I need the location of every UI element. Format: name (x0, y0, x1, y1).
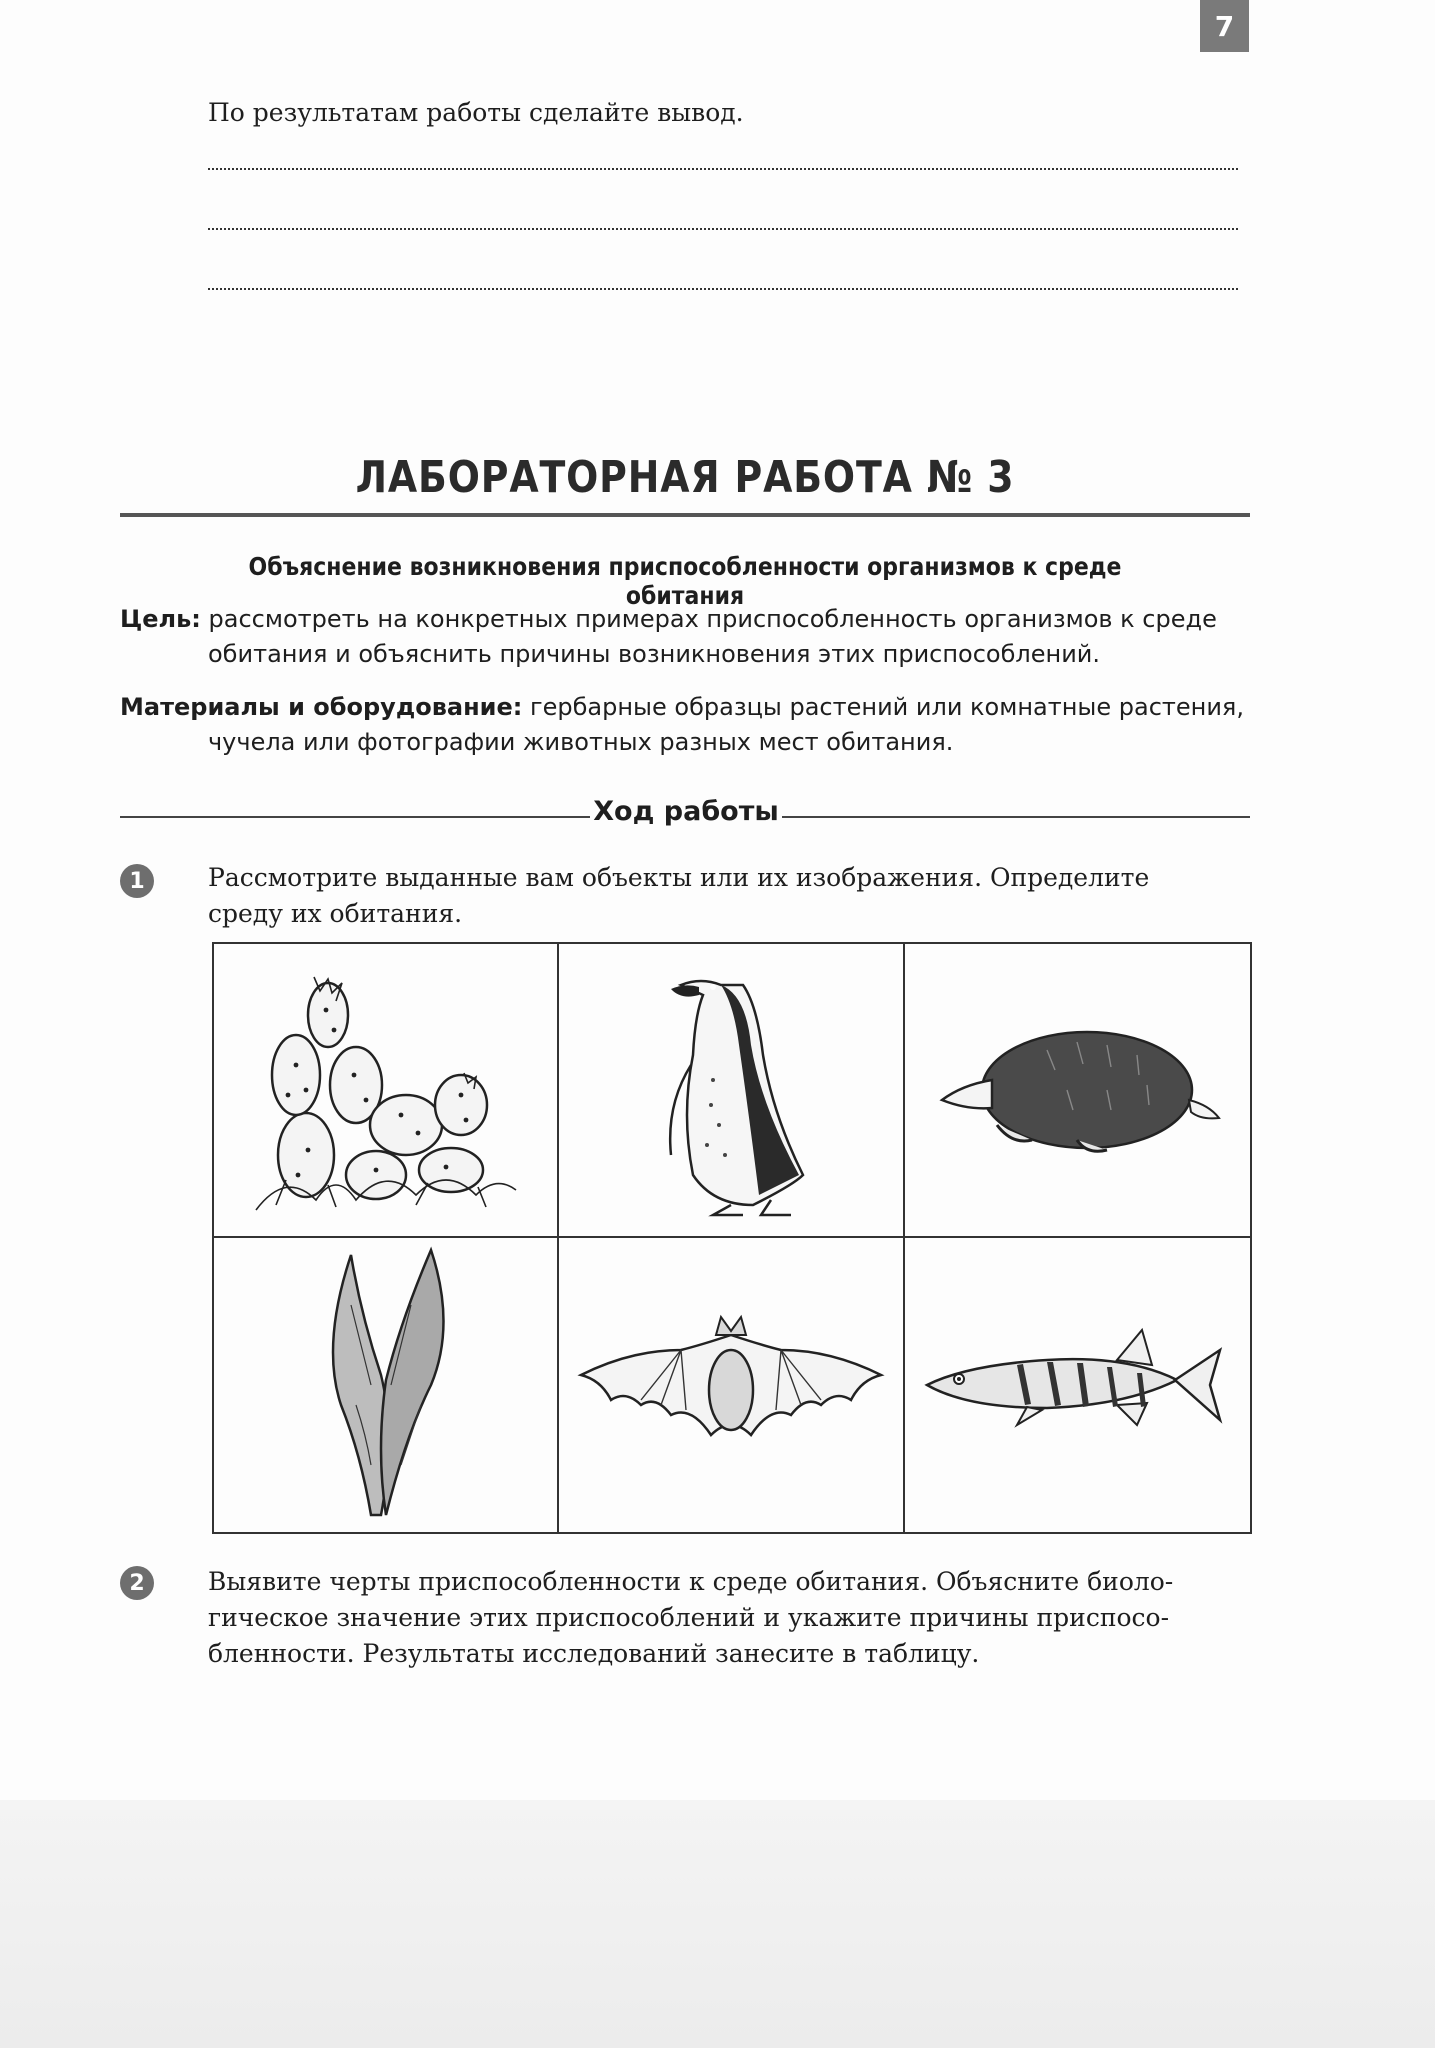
step-number-badge: 2 (120, 1566, 154, 1600)
seaweed-icon (316, 1245, 456, 1525)
page-number: 7 (1200, 0, 1249, 52)
heading-rule-right (782, 816, 1250, 818)
title-divider (120, 513, 1250, 517)
bat-icon (571, 1305, 891, 1465)
answer-line[interactable] (208, 168, 1238, 170)
conclusion-prompt: По результатам работы сделайте вывод. (208, 98, 744, 127)
procedure-heading-text: Ход работы (593, 796, 779, 827)
answer-line[interactable] (208, 288, 1238, 290)
image-cell-seaweed (214, 1238, 559, 1532)
goal-label: Цель: (120, 605, 201, 633)
organism-images-grid (212, 942, 1252, 1534)
cactus-icon (236, 955, 536, 1225)
step-2-line: Выявите черты приспособленности к среде обитания. Объясните биоло- (208, 1567, 1174, 1596)
penguin-icon (621, 955, 841, 1225)
materials-text: гербарные образцы растений или комнатные растения, (530, 693, 1244, 721)
goal-text-cont: обитания и объяснить причины возникновения этих приспособлений. (208, 640, 1101, 668)
image-cell-penguin (559, 944, 904, 1238)
mole-icon (927, 990, 1227, 1190)
step-2-line: бленности. Результаты исследований занесите в таблицу. (208, 1639, 980, 1668)
step-2-text (208, 1564, 1253, 1672)
pike-icon (917, 1315, 1237, 1455)
materials-paragraph (120, 690, 1252, 760)
image-cell-pike (905, 1238, 1250, 1532)
materials-text-cont: чучела или фотографии животных разных мест обитания. (208, 728, 954, 756)
lab-subtitle: Объяснение возникновения приспособленности организмов к среде обитания (248, 552, 1122, 610)
goal-paragraph (120, 602, 1252, 672)
step-1-line: среду их обитания. (208, 899, 463, 928)
goal-text: рассмотреть на конкретных примерах приспособленность организмов к среде (208, 605, 1217, 633)
heading-rule-left (120, 816, 590, 818)
image-cell-mole (905, 944, 1250, 1238)
procedure-heading (120, 796, 1250, 836)
materials-label: Материалы и оборудование: (120, 693, 523, 721)
step-1-line: Рассмотрите выданные вам объекты или их изображения. Определите (208, 863, 1150, 892)
image-cell-cactus (214, 944, 559, 1238)
answer-line[interactable] (208, 228, 1238, 230)
image-cell-bat (559, 1238, 904, 1532)
step-1-text (208, 860, 1253, 932)
step-2-line: гическое значение этих приспособлений и укажите причины приспосо- (208, 1603, 1170, 1632)
lab-title: ЛАБОРАТОРНАЯ РАБОТА № 3 (355, 452, 1015, 503)
step-number-badge: 1 (120, 864, 154, 898)
page-bottom-shadow (0, 1800, 1435, 2048)
